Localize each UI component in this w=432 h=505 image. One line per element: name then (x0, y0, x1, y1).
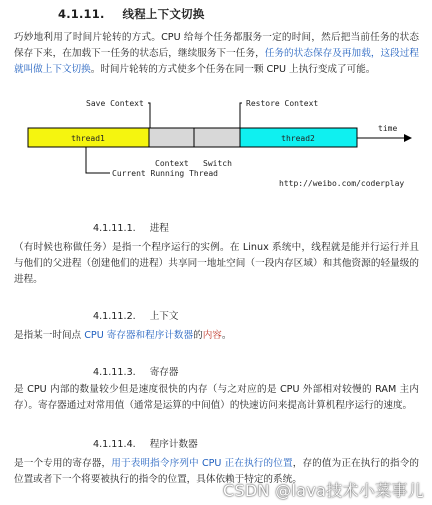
context-label: Context (155, 159, 189, 168)
pc-text: 是一个专用的寄存器， (14, 458, 112, 469)
intro-highlight: 任务的状态保存及再加载，这段过程就叫做上下文切换 (14, 48, 420, 75)
current-running-thread-label: Current Running Thread (112, 169, 218, 178)
process-text: （有时候也称做任务）是指一个程序运行的实例。在 Linux 系统中，线程就是能并行运行并且与他们的父进程（创建他们的进程）共享同一地址空间（一段内存区域）和其他资源的轻量级的进程。 (14, 242, 419, 285)
subsection-title: 寄存器 (149, 367, 179, 378)
restore-context-label: Restore Context (246, 99, 319, 108)
subsection-number: 4.1.11.4. (93, 439, 136, 450)
diagram-url: http://weibo.com/coderplay (279, 179, 405, 188)
context-paragraph (14, 328, 419, 344)
context-text: 是指某一时间点 (14, 330, 85, 341)
subsection-title: 进程 (149, 223, 169, 234)
save-connector (148, 103, 150, 128)
section-heading (58, 6, 204, 22)
diagram-svg (0, 86, 432, 196)
save-context-label: Save Context (86, 99, 144, 108)
section-number: 4.1.11. (58, 7, 105, 21)
pc-highlight: 用于表明指令序列中 CPU 正在执行的位置 (111, 458, 293, 469)
subsection-heading-pc (93, 436, 198, 450)
current-thread-connector (86, 147, 110, 173)
context-highlight: CPU 寄存器和程序计数器 (84, 330, 194, 341)
context-text-end: 。 (221, 330, 232, 341)
register-text: 是 CPU 内部的数量较少但是速度很快的内存（与之对应的是 CPU 外部相对较慢的 RAM 主内存）。寄存器通过对常用值（通常是运算的中间值）的快速访问来提高计算机程序运行的速度。 (14, 384, 419, 411)
intro-text: 巧妙地利用了时间片轮转的方式。CPU 给每个任务都服务一定的时间，然后把当前任务的状态保存下来，在加载下一任务的状态后，继续服务下一任务， (14, 32, 419, 59)
process-paragraph (14, 240, 419, 288)
subsection-title: 上下文 (149, 311, 179, 322)
context-highlight-red: 内容 (202, 330, 222, 341)
register-paragraph (14, 382, 419, 414)
thread2-label: thread2 (281, 134, 315, 143)
section-title: 线程上下文切换 (122, 7, 205, 21)
subsection-number: 4.1.11.2. (93, 311, 136, 322)
context-switch-diagram (0, 86, 432, 196)
subsection-title: 程序计数器 (149, 439, 198, 450)
restore-connector (240, 103, 242, 128)
time-arrow-icon (404, 134, 412, 142)
subsection-heading-register (93, 364, 179, 378)
pc-text-end: ，存的值为正在执行的指令的位置或者下一个将要被执行的指令的位置，具体依赖于特定的系统。 (14, 458, 420, 485)
subsection-number: 4.1.11.1. (93, 223, 136, 234)
thread1-label: thread1 (71, 134, 105, 143)
switch-bar (194, 128, 240, 147)
subsection-number: 4.1.11.3. (93, 367, 136, 378)
switch-label: Switch (203, 159, 232, 168)
intro-text-end: 。时间片轮转的方式使多个任务在同一颗 CPU 上执行变成了可能。 (90, 64, 376, 75)
subsection-heading-process (93, 220, 169, 234)
csdn-watermark: CSDN @lava技术小菜事儿 (222, 481, 424, 500)
context-text-mid: 的 (193, 330, 203, 341)
time-label: time (378, 124, 398, 133)
context-bar (149, 128, 194, 147)
subsection-heading-context (93, 308, 179, 322)
intro-paragraph (14, 30, 419, 78)
